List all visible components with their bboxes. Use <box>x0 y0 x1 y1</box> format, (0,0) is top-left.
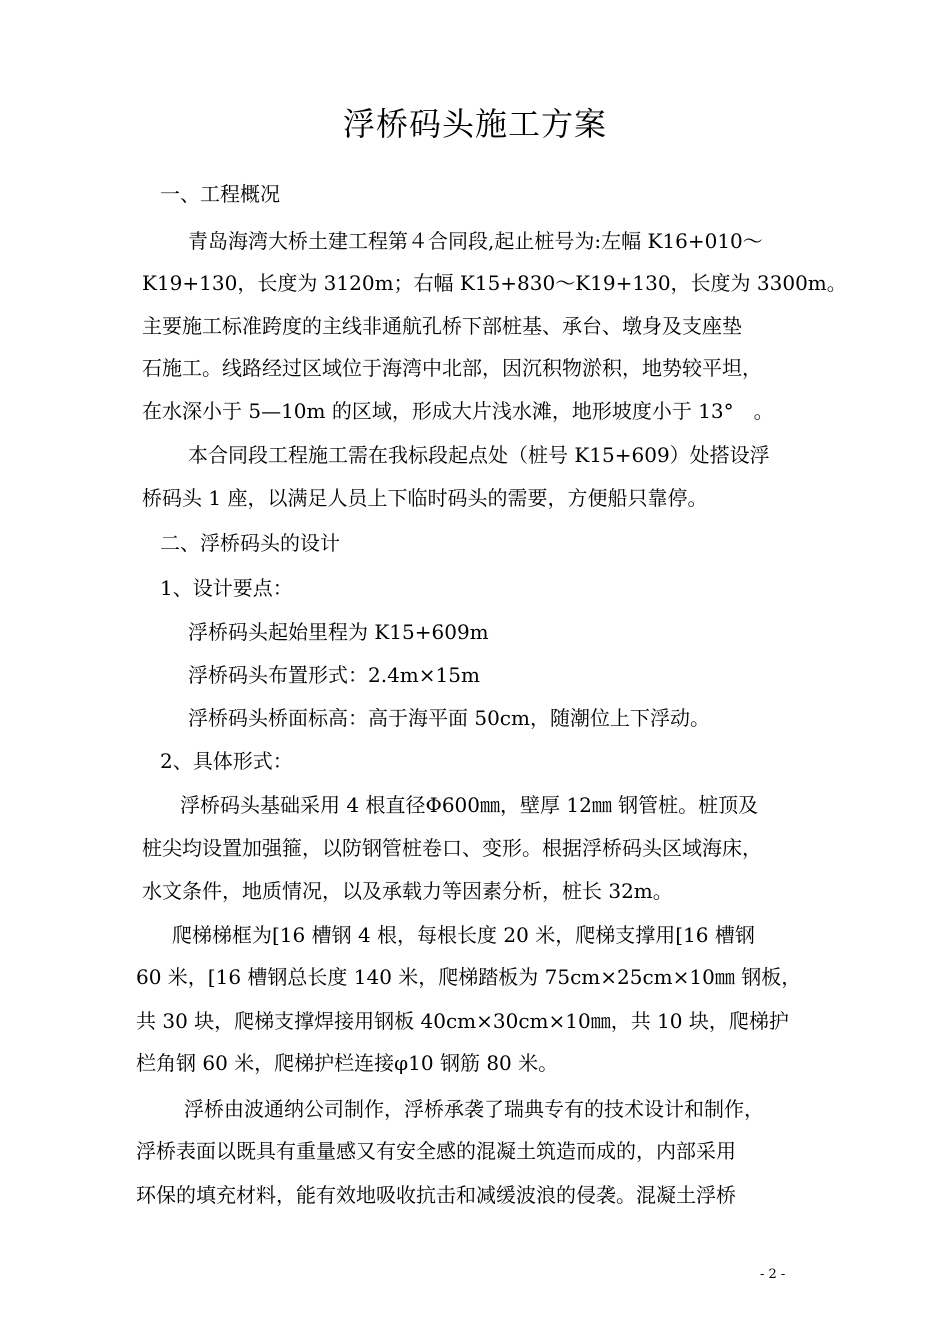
body-line: 浮桥由波通纳公司制作，浮桥承袭了瑞典专有的技术设计和制作， <box>184 1097 764 1121</box>
body-line: 石施工。线路经过区域位于海湾中北部，因沉积物淤积，地势较平坦， <box>142 356 762 380</box>
body-line: 60 米，[16 槽钢总长度 140 米，爬梯踏板为 75cm×25cm×10㎜ 钢板， <box>136 965 802 989</box>
body-line: K19+130，长度为 3120m；右幅 K15+830～K19+130，长度为 3300m。 <box>142 271 847 295</box>
body-line: 栏角钢 60 米，爬梯护栏连接φ10 钢筋 80 米。 <box>136 1051 559 1075</box>
body-line: 青岛海湾大桥土建工程第４合同段,起止桩号为:左幅 K16+010～ <box>188 229 763 253</box>
subsection-heading: 1、设计要点： <box>160 576 293 600</box>
body-line: 在水深小于 5—10m 的区域，形成大片浅水滩，地形坡度小于 13° 。 <box>142 399 774 423</box>
body-line: 共 30 块，爬梯支撑焊接用钢板 40cm×30cm×10㎜，共 10 块，爬梯护 <box>136 1009 789 1033</box>
page-number: - 2 - <box>760 1267 786 1282</box>
subsection-heading: 2、具体形式： <box>160 749 293 773</box>
design-point: 浮桥码头布置形式：2.4m×15m <box>188 663 480 687</box>
design-point: 浮桥码头起始里程为 K15+609m <box>188 620 489 644</box>
body-line: 桩尖均设置加强箍，以防钢管桩卷口、变形。根据浮桥码头区域海床， <box>142 836 762 860</box>
body-line: 水文条件，地质情况，以及承载力等因素分析，桩长 32m。 <box>142 879 673 903</box>
body-line: 浮桥码头基础采用 4 根直径Φ600㎜，壁厚 12㎜ 钢管桩。桩顶及 <box>180 793 759 817</box>
section-heading-overview: 一、工程概况 <box>160 182 280 206</box>
body-line: 环保的填充材料，能有效地吸收抗击和减缓波浪的侵袭。混凝土浮桥 <box>136 1183 736 1207</box>
body-line: 桥码头 1 座，以满足人员上下临时码头的需要，方便船只靠停。 <box>142 486 708 510</box>
design-point: 浮桥码头桥面标高：高于海平面 50cm，随潮位上下浮动。 <box>188 706 710 730</box>
body-line: 浮桥表面以既具有重量感又有安全感的混凝土筑造而成的，内部采用 <box>136 1139 736 1163</box>
body-line: 本合同段工程施工需在我标段起点处（桩号 K15+609）处搭设浮 <box>188 443 770 467</box>
body-line: 爬梯梯框为[16 槽钢 4 根，每根长度 20 米，爬梯支撑用[16 槽钢 <box>172 923 755 947</box>
section-heading-design: 二、浮桥码头的设计 <box>160 531 340 555</box>
document-title: 浮桥码头施工方案 <box>342 105 607 143</box>
body-line: 主要施工标准跨度的主线非通航孔桥下部桩基、承台、墩身及支座垫 <box>142 314 742 338</box>
